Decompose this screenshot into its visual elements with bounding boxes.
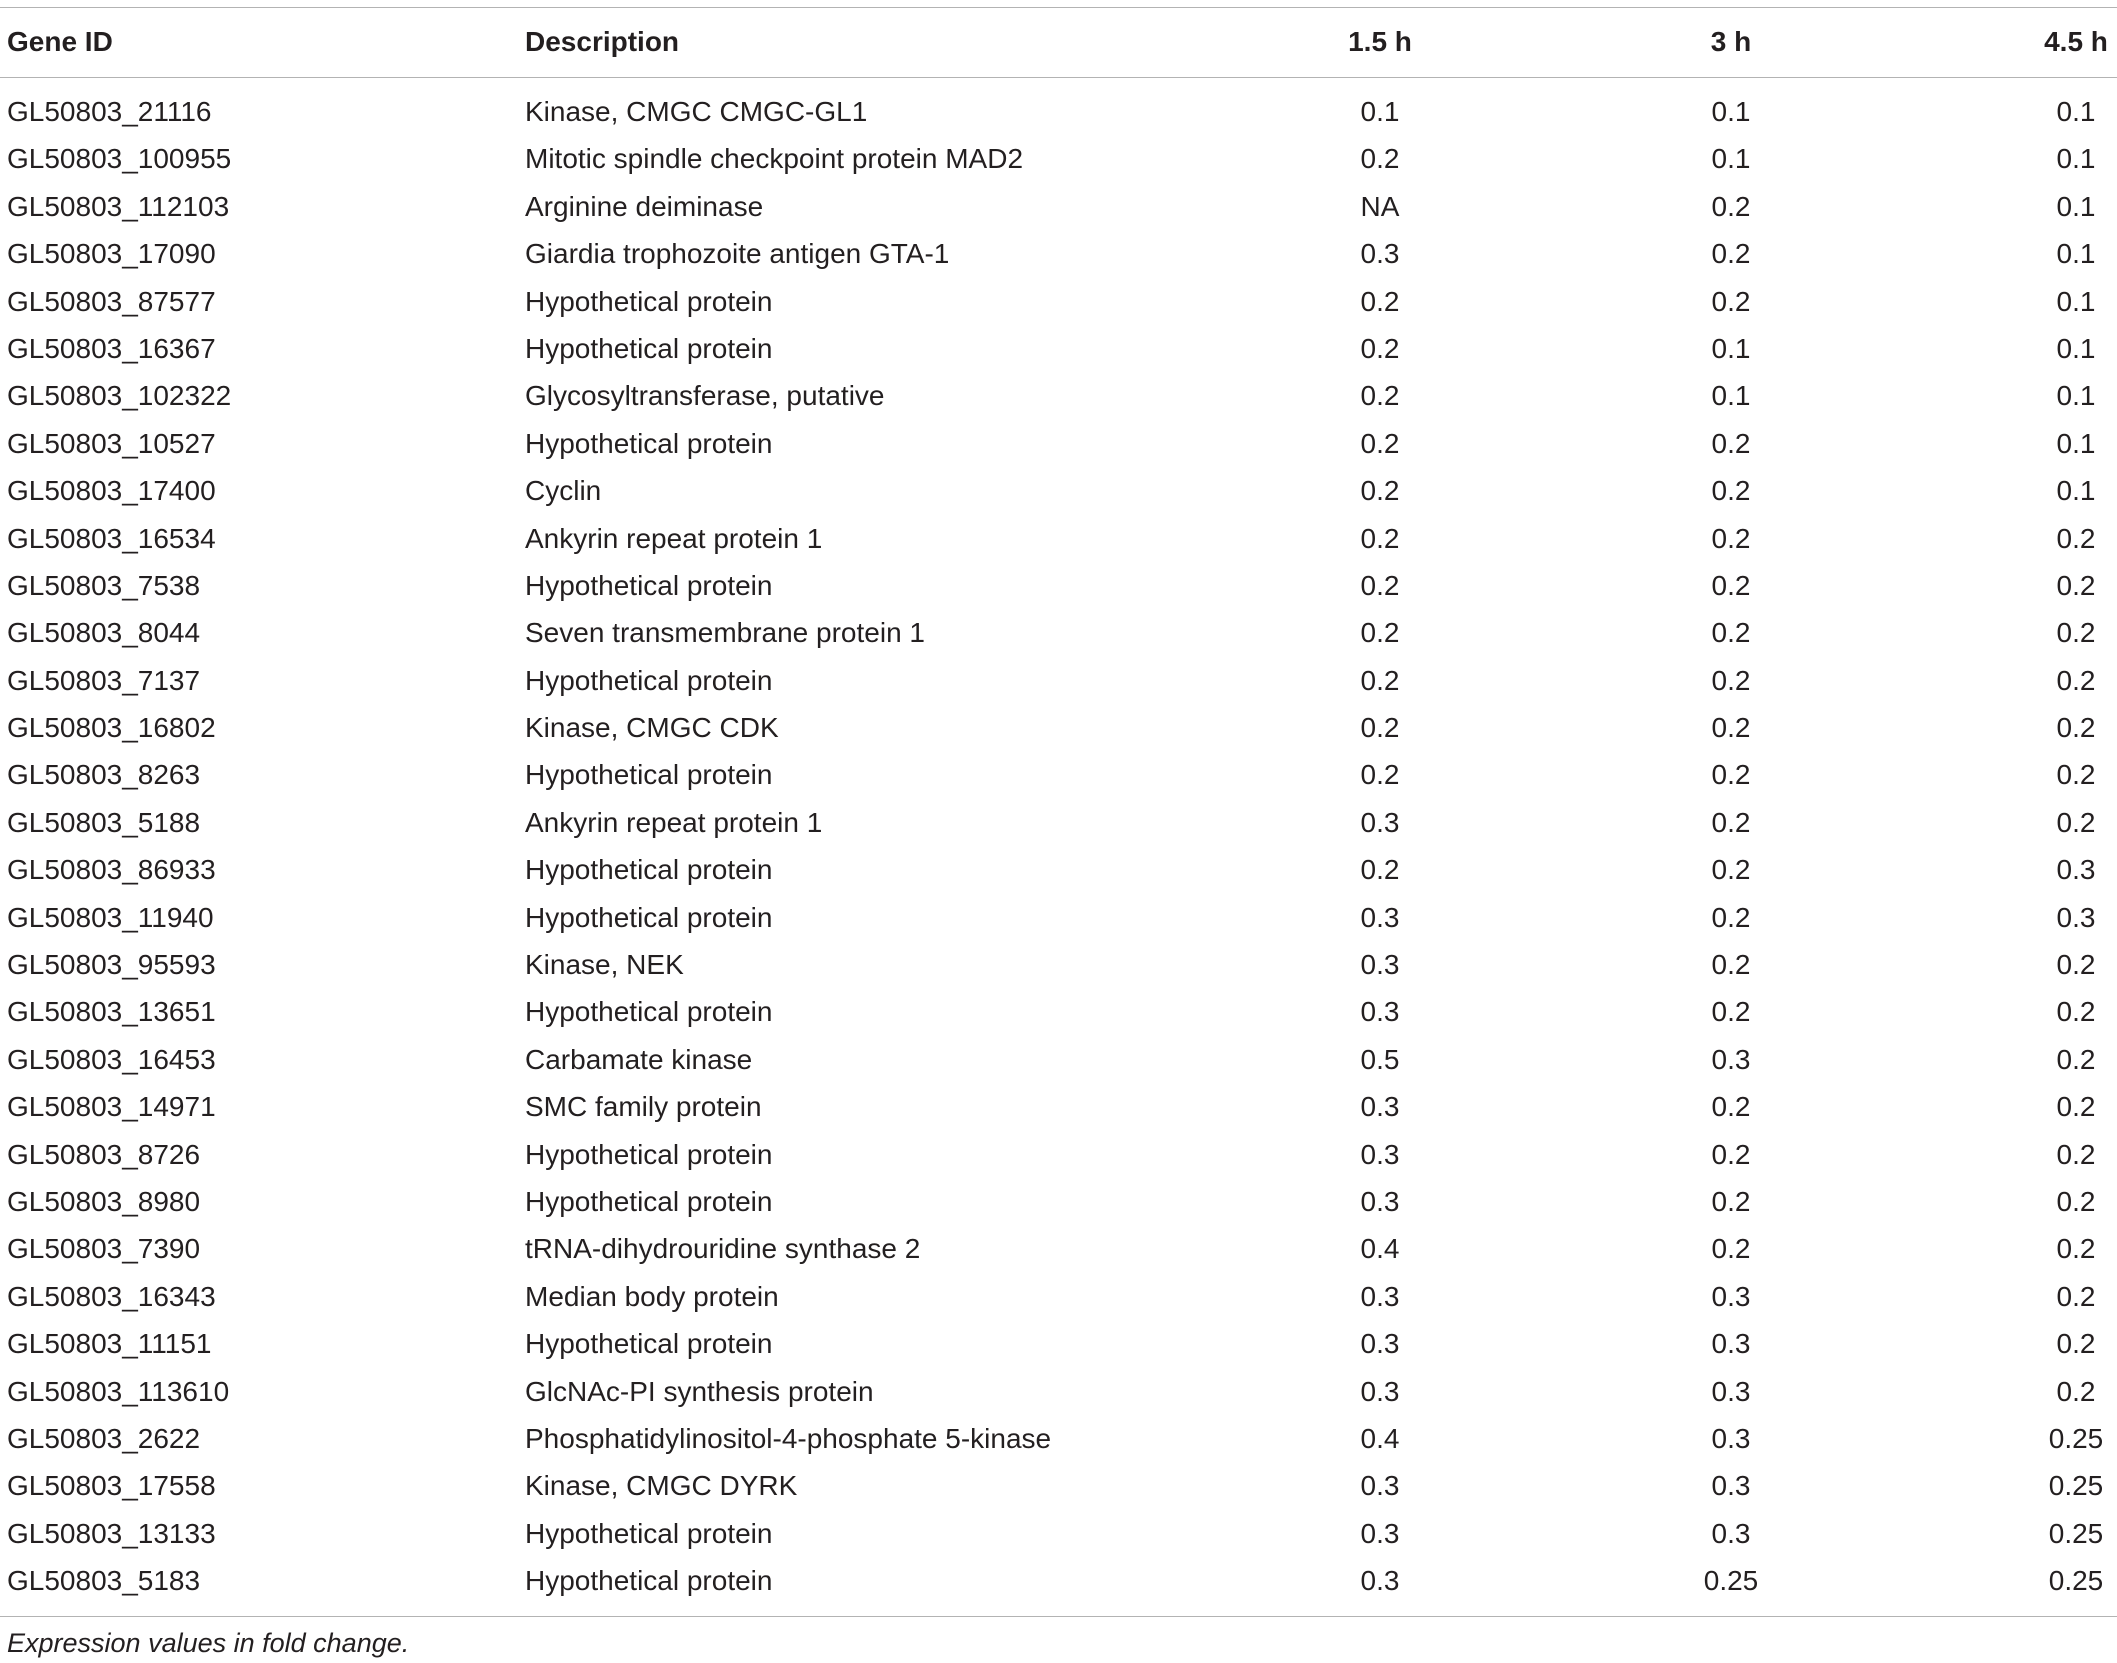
description-cell: Hypothetical protein [525, 427, 773, 459]
gene-id-cell: GL50803_17400 [7, 475, 216, 507]
value-3h-cell: 0.3 [1711, 1422, 1751, 1454]
value-4-5h-cell: 0.2 [2056, 759, 2096, 791]
value-3h-cell: 0.2 [1711, 996, 1751, 1028]
value-3h-cell: 0.1 [1711, 143, 1751, 175]
column-header-3h: 3 h [1710, 26, 1752, 57]
description-cell: Kinase, CMGC CMGC-GL1 [525, 96, 868, 127]
value-1-5h-cell: 0.3 [1360, 806, 1400, 838]
value-3h-cell: 0.2 [1711, 569, 1751, 601]
table-row [0, 1225, 2117, 1272]
value-4-5h-cell: 0.2 [2056, 1328, 2096, 1360]
table-row [0, 846, 2117, 893]
table-row [0, 1557, 2117, 1604]
gene-id-cell: GL50803_13651 [7, 996, 216, 1028]
value-3h-cell: 0.2 [1711, 238, 1751, 270]
value-4-5h-cell: 0.2 [2056, 1233, 2096, 1265]
value-3h-cell: 0.1 [1711, 380, 1751, 412]
description-cell: Hypothetical protein [525, 1565, 773, 1597]
value-3h-cell: 0.2 [1711, 522, 1751, 554]
gene-id-cell: GL50803_16343 [7, 1280, 216, 1312]
gene-id-cell: GL50803_8263 [7, 759, 201, 791]
value-4-5h-cell: 0.25 [2048, 1470, 2104, 1502]
value-3h-cell: 0.2 [1711, 1233, 1751, 1265]
value-4-5h-cell: 0.1 [2056, 380, 2096, 412]
table-body [0, 88, 2117, 1605]
value-4-5h-cell: 0.2 [2056, 664, 2096, 696]
description-cell: Seven transmembrane protein 1 [525, 617, 925, 649]
gene-id-cell: GL50803_14971 [7, 1091, 216, 1123]
value-3h-cell: 0.2 [1711, 806, 1751, 838]
gene-id-cell: GL50803_112103 [7, 190, 230, 222]
description-cell: Hypothetical protein [525, 854, 773, 886]
description-cell: Arginine deiminase [525, 190, 764, 222]
value-1-5h-cell: 0.2 [1360, 380, 1400, 412]
value-4-5h-cell: 0.25 [2048, 1517, 2104, 1549]
gene-id-cell: GL50803_8044 [7, 617, 201, 649]
gene-id-cell: GL50803_8980 [7, 1185, 201, 1217]
table-row [0, 1368, 2117, 1415]
table-row [0, 941, 2117, 988]
value-3h-cell: 0.2 [1711, 475, 1751, 507]
value-1-5h-cell: 0.3 [1360, 996, 1400, 1028]
description-cell: Kinase, CMGC CDK [525, 712, 779, 744]
value-1-5h-cell: 0.2 [1360, 427, 1400, 459]
table-row [0, 751, 2117, 798]
description-cell: Hypothetical protein [525, 1138, 773, 1170]
value-4-5h-cell: 0.2 [2056, 806, 2096, 838]
gene-id-cell: GL50803_7137 [7, 664, 201, 696]
description-cell: Hypothetical protein [525, 901, 773, 933]
value-4-5h-cell: 0.1 [2056, 285, 2096, 317]
table-row [0, 467, 2117, 514]
gene-id-cell: GL50803_5183 [7, 1565, 201, 1597]
table-row [0, 88, 2117, 135]
value-1-5h-cell: 0.5 [1360, 1043, 1400, 1075]
gene-id-cell: GL50803_16367 [7, 332, 216, 364]
table-row [0, 1415, 2117, 1462]
description-cell: Kinase, NEK [525, 949, 684, 981]
value-1-5h-cell: 0.2 [1360, 143, 1400, 175]
value-1-5h-cell: 0.4 [1360, 1422, 1400, 1454]
value-1-5h-cell: 0.3 [1360, 1138, 1400, 1170]
table-row [0, 230, 2117, 277]
table-row [0, 562, 2117, 609]
value-1-5h-cell: 0.2 [1360, 475, 1400, 507]
value-1-5h-cell: 0.2 [1360, 854, 1400, 886]
table-footnote: Expression values in fold change. [7, 1628, 410, 1658]
table-row [0, 1320, 2117, 1367]
value-3h-cell: 0.3 [1711, 1470, 1751, 1502]
description-cell: Hypothetical protein [525, 996, 773, 1028]
value-4-5h-cell: 0.2 [2056, 1091, 2096, 1123]
table-row [0, 183, 2117, 230]
description-cell: Hypothetical protein [525, 664, 773, 696]
gene-id-cell: GL50803_10527 [7, 427, 216, 459]
value-4-5h-cell: 0.3 [2056, 854, 2096, 886]
value-4-5h-cell: 0.2 [2056, 1375, 2096, 1407]
table-row [0, 1510, 2117, 1557]
table-row [0, 657, 2117, 704]
gene-id-cell: GL50803_17090 [7, 238, 216, 270]
value-1-5h-cell: 0.2 [1360, 664, 1400, 696]
value-4-5h-cell: 0.25 [2048, 1565, 2104, 1597]
value-4-5h-cell: 0.3 [2056, 901, 2096, 933]
description-cell: Ankyrin repeat protein 1 [525, 522, 823, 554]
description-cell: Hypothetical protein [525, 1517, 773, 1549]
value-3h-cell: 0.2 [1711, 1185, 1751, 1217]
value-3h-cell: 0.3 [1711, 1517, 1751, 1549]
value-1-5h-cell: 0.2 [1360, 759, 1400, 791]
description-cell: Cyclin [525, 475, 602, 507]
value-1-5h-cell: 0.3 [1360, 238, 1400, 270]
gene-id-cell: GL50803_11940 [7, 901, 214, 933]
description-cell: Hypothetical protein [525, 332, 773, 364]
description-cell: Ankyrin repeat protein 1 [525, 806, 823, 838]
value-3h-cell: 0.2 [1711, 759, 1751, 791]
value-3h-cell: 0.3 [1711, 1375, 1751, 1407]
value-1-5h-cell: 0.3 [1360, 1328, 1400, 1360]
value-3h-cell: 0.2 [1711, 1091, 1751, 1123]
description-cell: Kinase, CMGC DYRK [525, 1470, 798, 1502]
description-cell: Mitotic spindle checkpoint protein MAD2 [525, 143, 1024, 175]
value-3h-cell: 0.2 [1711, 1138, 1751, 1170]
column-header-gene-id: Gene ID [7, 26, 113, 57]
value-3h-cell: 0.2 [1711, 949, 1751, 981]
gene-id-cell: GL50803_11151 [7, 1328, 212, 1360]
value-3h-cell: 0.3 [1711, 1280, 1751, 1312]
gene-id-cell: GL50803_16534 [7, 522, 216, 554]
value-1-5h-cell: 0.2 [1360, 285, 1400, 317]
gene-id-cell: GL50803_113610 [7, 1375, 230, 1407]
value-3h-cell: 0.3 [1711, 1328, 1751, 1360]
table-row [0, 894, 2117, 941]
value-4-5h-cell: 0.2 [2056, 1138, 2096, 1170]
table-row [0, 278, 2117, 325]
value-4-5h-cell: 0.2 [2056, 1043, 2096, 1075]
column-header-description: Description [525, 26, 680, 57]
value-1-5h-cell: 0.3 [1360, 1375, 1400, 1407]
description-cell: GlcNAc-PI synthesis protein [525, 1375, 874, 1407]
value-3h-cell: 0.2 [1711, 664, 1751, 696]
table-row [0, 1036, 2117, 1083]
gene-id-cell: GL50803_16453 [7, 1043, 216, 1075]
value-4-5h-cell: 0.2 [2056, 1185, 2096, 1217]
gene-id-cell: GL50803_8726 [7, 1138, 201, 1170]
value-1-5h-cell: 0.2 [1360, 712, 1400, 744]
value-1-5h-cell: 0.2 [1360, 569, 1400, 601]
column-header-1-5h: 1.5 h [1348, 26, 1412, 57]
description-cell: SMC family protein [525, 1091, 762, 1123]
table-row [0, 1462, 2117, 1509]
table-header-row [0, 7, 2117, 77]
value-1-5h-cell: 0.3 [1360, 1091, 1400, 1123]
value-1-5h-cell: 0.3 [1360, 1185, 1400, 1217]
description-cell: Hypothetical protein [525, 759, 773, 791]
table-bottom-rule [0, 1616, 2117, 1617]
value-4-5h-cell: 0.1 [2056, 190, 2096, 222]
value-1-5h-cell: 0.3 [1360, 1470, 1400, 1502]
value-4-5h-cell: 0.2 [2056, 522, 2096, 554]
value-4-5h-cell: 0.2 [2056, 569, 2096, 601]
value-4-5h-cell: 0.1 [2056, 475, 2096, 507]
value-1-5h-cell: 0.1 [1360, 96, 1400, 127]
header-bottom-rule [0, 77, 2117, 78]
value-3h-cell: 0.25 [1703, 1565, 1759, 1597]
value-4-5h-cell: 0.2 [2056, 949, 2096, 981]
value-4-5h-cell: 0.1 [2056, 96, 2096, 127]
value-4-5h-cell: 0.2 [2056, 996, 2096, 1028]
table-row [0, 372, 2117, 419]
gene-id-cell: GL50803_7390 [7, 1233, 201, 1265]
table-row [0, 420, 2117, 467]
description-cell: Median body protein [525, 1280, 779, 1312]
value-3h-cell: 0.2 [1711, 617, 1751, 649]
gene-id-cell: GL50803_21116 [7, 96, 212, 127]
table-row [0, 1178, 2117, 1225]
value-1-5h-cell: 0.2 [1360, 522, 1400, 554]
gene-id-cell: GL50803_2622 [7, 1422, 201, 1454]
value-3h-cell: 0.2 [1711, 901, 1751, 933]
table-row [0, 1083, 2117, 1130]
value-1-5h-cell: 0.3 [1360, 901, 1400, 933]
value-3h-cell: 0.1 [1711, 96, 1751, 127]
table-row [0, 799, 2117, 846]
column-header-4-5h: 4.5 h [2044, 26, 2108, 57]
value-4-5h-cell: 0.2 [2056, 617, 2096, 649]
value-4-5h-cell: 0.1 [2056, 332, 2096, 364]
value-4-5h-cell: 0.2 [2056, 712, 2096, 744]
value-1-5h-cell: 0.3 [1360, 1517, 1400, 1549]
table-row [0, 135, 2117, 182]
value-3h-cell: 0.2 [1711, 427, 1751, 459]
value-4-5h-cell: 0.1 [2056, 238, 2096, 270]
description-cell: Hypothetical protein [525, 285, 773, 317]
table-row [0, 325, 2117, 372]
value-1-5h-cell: NA [1360, 190, 1400, 222]
table-row [0, 704, 2117, 751]
value-3h-cell: 0.1 [1711, 332, 1751, 364]
gene-id-cell: GL50803_5188 [7, 806, 201, 838]
value-4-5h-cell: 0.1 [2056, 143, 2096, 175]
table-row [0, 1131, 2117, 1178]
table-row [0, 1273, 2117, 1320]
description-cell: tRNA-dihydrouridine synthase 2 [525, 1233, 921, 1265]
description-cell: Hypothetical protein [525, 569, 773, 601]
value-1-5h-cell: 0.3 [1360, 1280, 1400, 1312]
description-cell: Carbamate kinase [525, 1043, 753, 1075]
description-cell: Hypothetical protein [525, 1185, 773, 1217]
value-4-5h-cell: 0.2 [2056, 1280, 2096, 1312]
gene-id-cell: GL50803_100955 [7, 143, 232, 175]
gene-id-cell: GL50803_102322 [7, 380, 232, 412]
gene-id-cell: GL50803_16802 [7, 712, 216, 744]
description-cell: Glycosyltransferase, putative [525, 380, 885, 412]
value-3h-cell: 0.2 [1711, 712, 1751, 744]
value-4-5h-cell: 0.25 [2048, 1422, 2104, 1454]
value-1-5h-cell: 0.3 [1360, 1565, 1400, 1597]
value-1-5h-cell: 0.3 [1360, 949, 1400, 981]
description-cell: Phosphatidylinositol-4-phosphate 5-kinase [525, 1422, 1052, 1454]
value-4-5h-cell: 0.1 [2056, 427, 2096, 459]
value-3h-cell: 0.3 [1711, 1043, 1751, 1075]
table-row [0, 515, 2117, 562]
gene-id-cell: GL50803_13133 [7, 1517, 216, 1549]
gene-id-cell: GL50803_95593 [7, 949, 216, 981]
value-3h-cell: 0.2 [1711, 285, 1751, 317]
value-1-5h-cell: 0.2 [1360, 617, 1400, 649]
table-row [0, 988, 2117, 1035]
gene-id-cell: GL50803_7538 [7, 569, 201, 601]
value-3h-cell: 0.2 [1711, 854, 1751, 886]
table-row [0, 609, 2117, 656]
value-3h-cell: 0.2 [1711, 190, 1751, 222]
description-cell: Hypothetical protein [525, 1328, 773, 1360]
gene-id-cell: GL50803_86933 [7, 854, 216, 886]
description-cell: Giardia trophozoite antigen GTA-1 [525, 238, 950, 270]
gene-id-cell: GL50803_17558 [7, 1470, 216, 1502]
gene-id-cell: GL50803_87577 [7, 285, 216, 317]
value-1-5h-cell: 0.2 [1360, 332, 1400, 364]
value-1-5h-cell: 0.4 [1360, 1233, 1400, 1265]
